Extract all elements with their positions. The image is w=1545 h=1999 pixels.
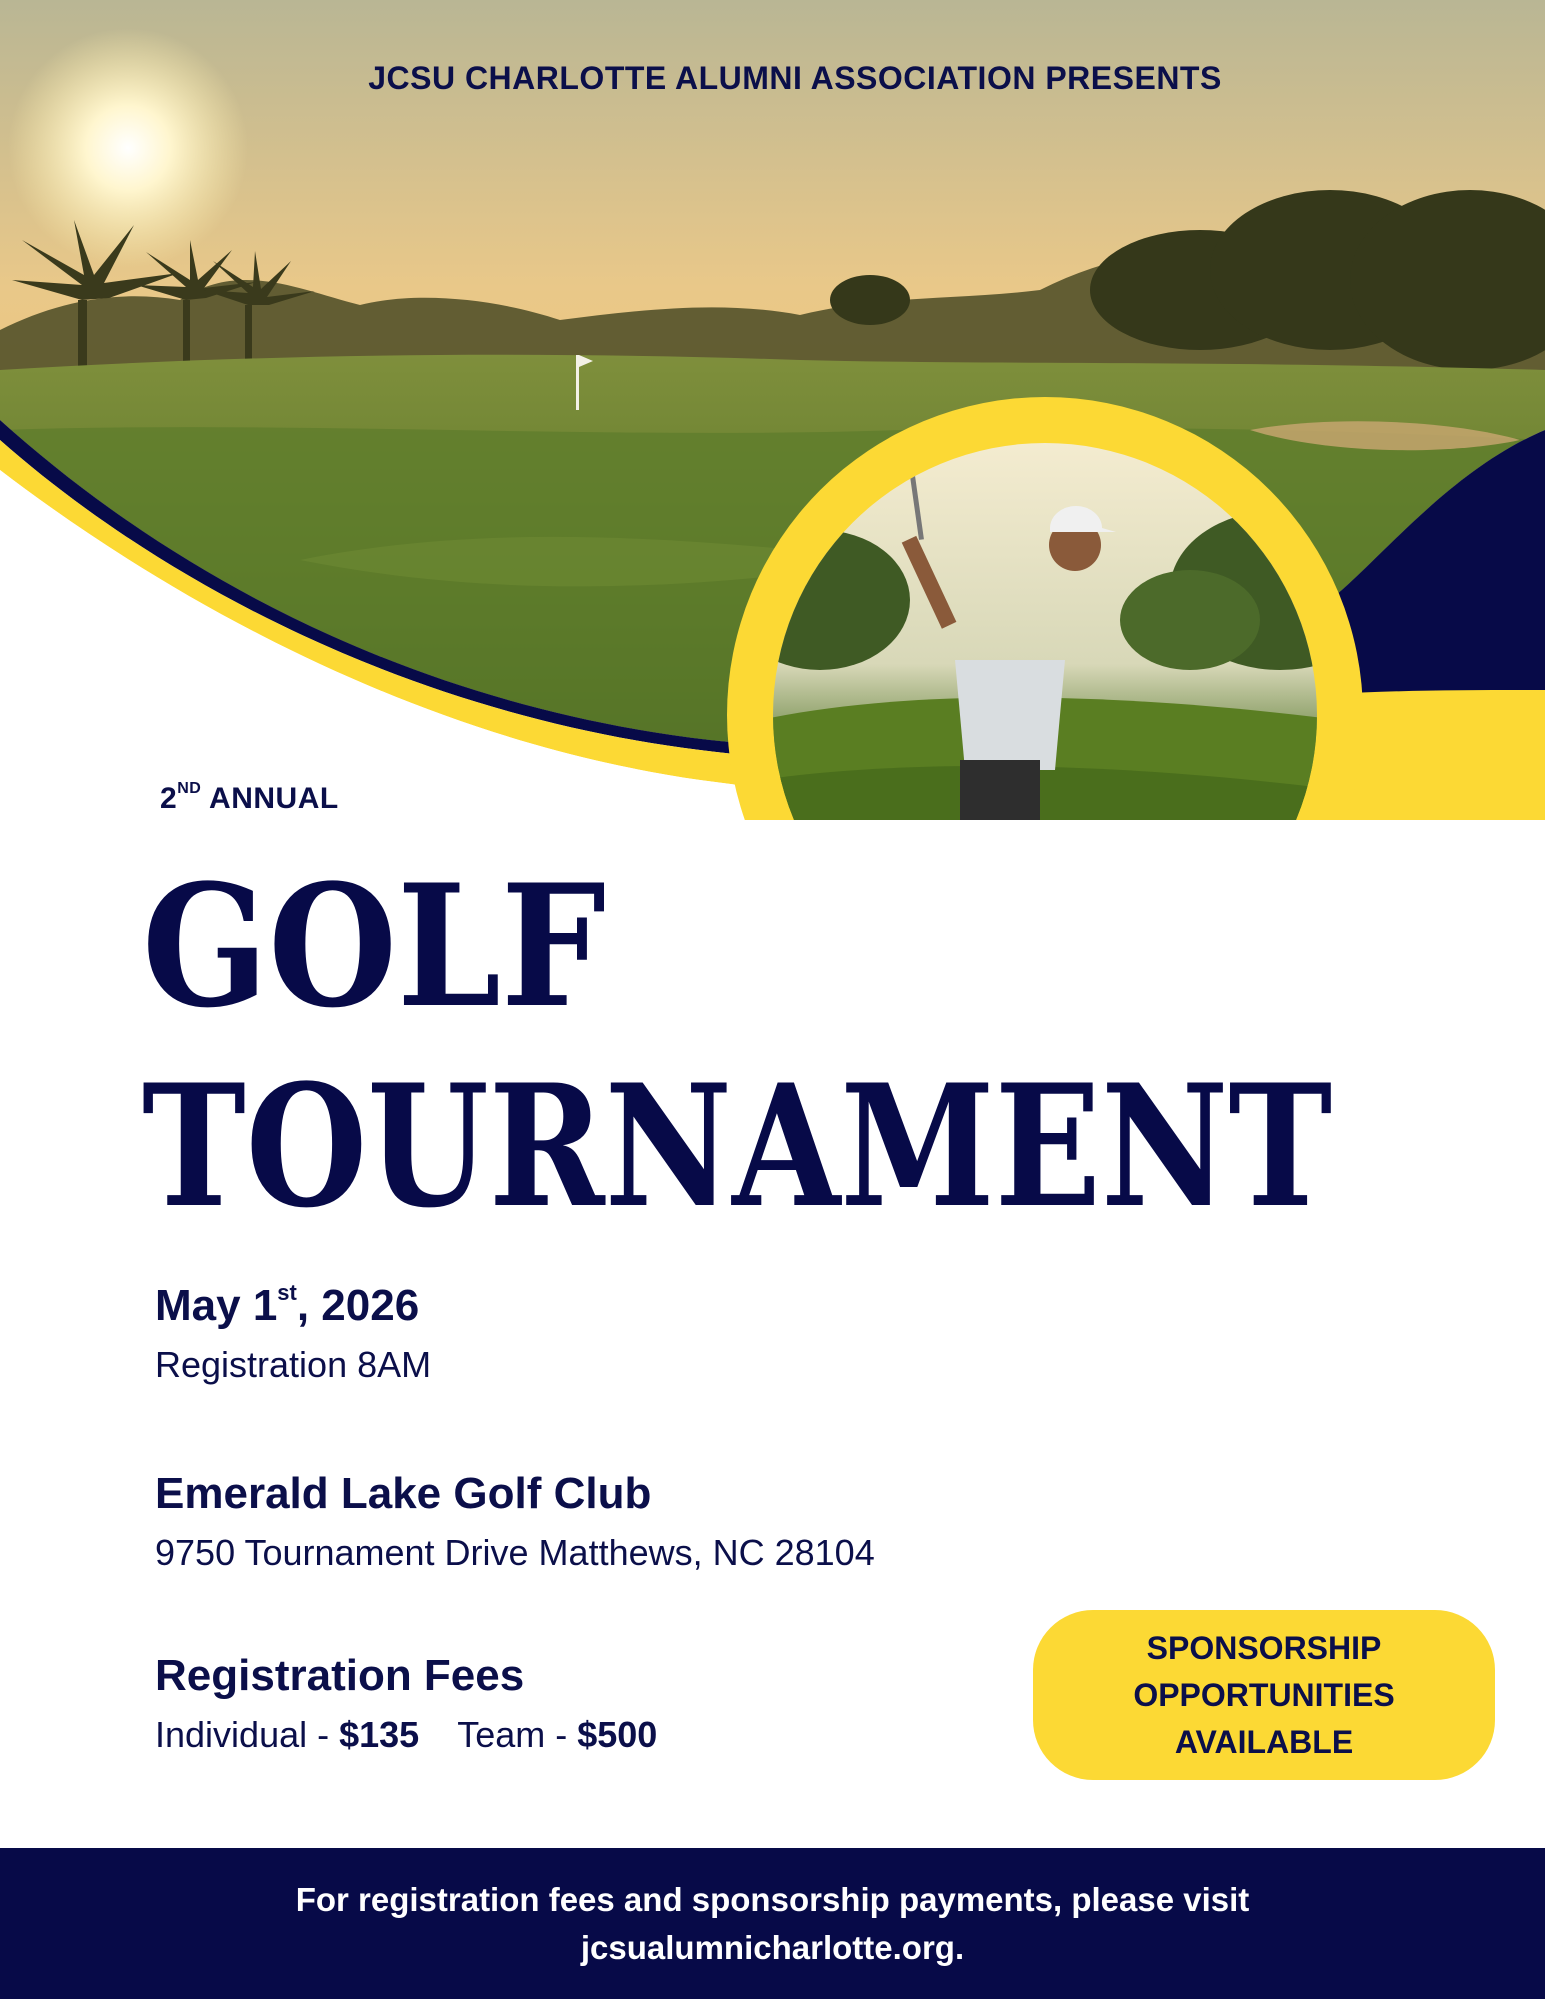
team-price: $500 bbox=[577, 1714, 658, 1756]
event-date bbox=[155, 1282, 431, 1330]
fees-heading: Registration Fees bbox=[155, 1651, 525, 1700]
venue-block bbox=[155, 1470, 875, 1575]
date-month-day: May 1 bbox=[155, 1281, 278, 1330]
edition-text: ANNUAL bbox=[209, 782, 339, 815]
venue-name: Emerald Lake Golf Club bbox=[155, 1469, 652, 1518]
fees-line bbox=[155, 1712, 657, 1757]
sponsorship-line-1: SPONSORSHIP bbox=[1146, 1629, 1382, 1666]
individual-label: Individual - bbox=[155, 1714, 340, 1756]
team-label: Team - bbox=[457, 1714, 578, 1756]
individual-price: $135 bbox=[339, 1714, 420, 1756]
registration-time: Registration 8AM bbox=[155, 1344, 432, 1386]
hero-section bbox=[0, 0, 1545, 820]
date-suffix: st bbox=[277, 1280, 297, 1306]
fees-block bbox=[155, 1652, 657, 1757]
venue-address: 9750 Tournament Drive Matthews, NC 28104 bbox=[155, 1532, 875, 1574]
date-year: , 2026 bbox=[296, 1281, 420, 1330]
footer-banner bbox=[0, 1848, 1545, 1999]
edition-label bbox=[160, 782, 339, 816]
sponsorship-line-2: OPPORTUNITIES bbox=[1133, 1676, 1395, 1713]
sponsorship-line-3: AVAILABLE bbox=[1174, 1723, 1354, 1760]
presenter-heading: JCSU CHARLOTTE ALUMNI ASSOCIATION PRESENTS bbox=[368, 60, 1222, 96]
hero-artwork bbox=[0, 0, 1545, 820]
footer-website[interactable]: jcsualumnicharlotte.org. bbox=[580, 1928, 965, 1966]
edition-number: 2 bbox=[160, 782, 178, 815]
title-line-golf: GOLF bbox=[142, 847, 606, 1045]
title-line-tournament: TOURNAMENT bbox=[142, 1047, 1333, 1245]
footer-text: For registration fees and sponsorship payments, please visit bbox=[295, 1880, 1250, 1918]
sponsorship-badge bbox=[1033, 1610, 1495, 1780]
date-block bbox=[155, 1282, 431, 1387]
edition-suffix: ND bbox=[177, 780, 202, 797]
